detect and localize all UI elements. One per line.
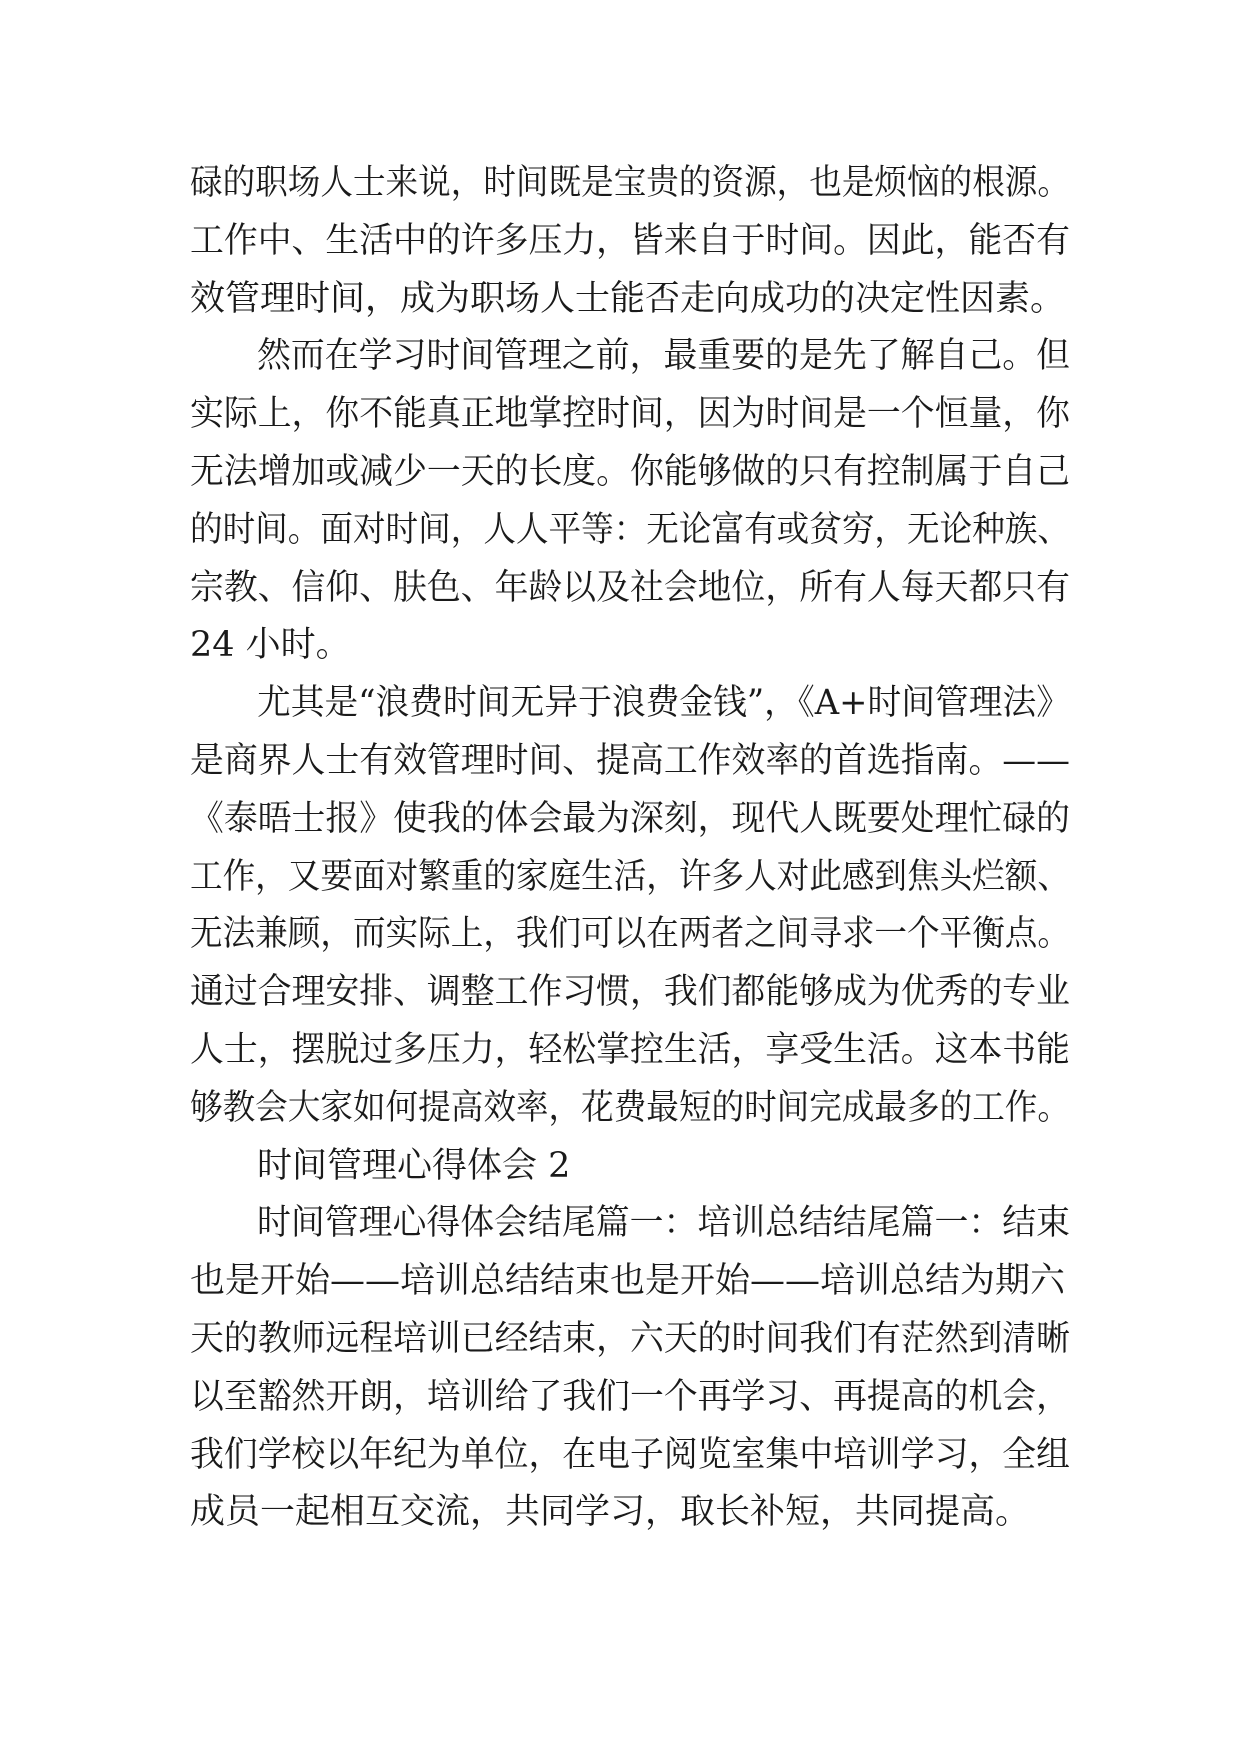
text-line: 是商界人士有效管理时间、提高工作效率的首选指南。—— bbox=[190, 740, 1070, 781]
document-body bbox=[190, 155, 1070, 1542]
text-line: 工作，又要面对繁重的家庭生活，许多人对此感到焦头烂额、 bbox=[190, 856, 1070, 897]
text-line: 《泰晤士报》使我的体会最为深刻，现代人既要处理忙碌的 bbox=[190, 798, 1070, 839]
text-line: 宗教、信仰、肤色、年龄以及社会地位，所有人每天都只有 bbox=[190, 567, 1070, 608]
text-line: 以至豁然开朗，培训给了我们一个再学习、再提高的机会， bbox=[190, 1376, 1070, 1417]
text-line: 无法兼顾，而实际上，我们可以在两者之间寻求一个平衡点。 bbox=[190, 914, 1070, 955]
text-line: 然而在学习时间管理之前，最重要的是先了解自己。但 bbox=[257, 336, 1070, 377]
text-line: 我们学校以年纪为单位，在电子阅览室集中培训学习，全组 bbox=[190, 1434, 1070, 1475]
text-line: 通过合理安排、调整工作习惯，我们都能够成为优秀的专业 bbox=[190, 972, 1070, 1013]
text-line: 时间管理心得体会 2 bbox=[257, 1145, 571, 1186]
text-line: 天的教师远程培训已经结束，六天的时间我们有茫然到清晰 bbox=[190, 1318, 1070, 1359]
text-line: 工作中、生活中的许多压力，皆来自于时间。因此，能否有 bbox=[190, 220, 1070, 261]
text-line: 碌的职场人士来说，时间既是宝贵的资源，也是烦恼的根源。 bbox=[190, 163, 1070, 203]
text-line: 人士，摆脱过多压力，轻松掌控生活，享受生活。这本书能 bbox=[190, 1029, 1070, 1070]
text-line: 也是开始——培训总结结束也是开始——培训总结为期六 bbox=[190, 1261, 1066, 1302]
text-line: 实际上，你不能真正地掌控时间，因为时间是一个恒量，你 bbox=[190, 394, 1070, 435]
text-line: 尤其是“浪费时间无异于浪费金钱”，《A+时间管理法》 bbox=[257, 683, 1070, 724]
text-line: 效管理时间，成为职场人士能否走向成功的决定性因素。 bbox=[190, 278, 1066, 319]
text-line: 够教会大家如何提高效率，花费最短的时间完成最多的工作。 bbox=[190, 1087, 1070, 1128]
text-line: 无法增加或减少一天的长度。你能够做的只有控制属于自己 bbox=[190, 451, 1070, 492]
text-line: 时间管理心得体会结尾篇一：培训总结结尾篇一：结束 bbox=[257, 1203, 1070, 1244]
text-line: 24 小时。 bbox=[190, 625, 351, 666]
text-line: 成员一起相互交流，共同学习，取长补短，共同提高。 bbox=[190, 1492, 1031, 1533]
text-line: 的时间。面对时间，人人平等：无论富有或贫穷，无论种族、 bbox=[190, 509, 1070, 550]
